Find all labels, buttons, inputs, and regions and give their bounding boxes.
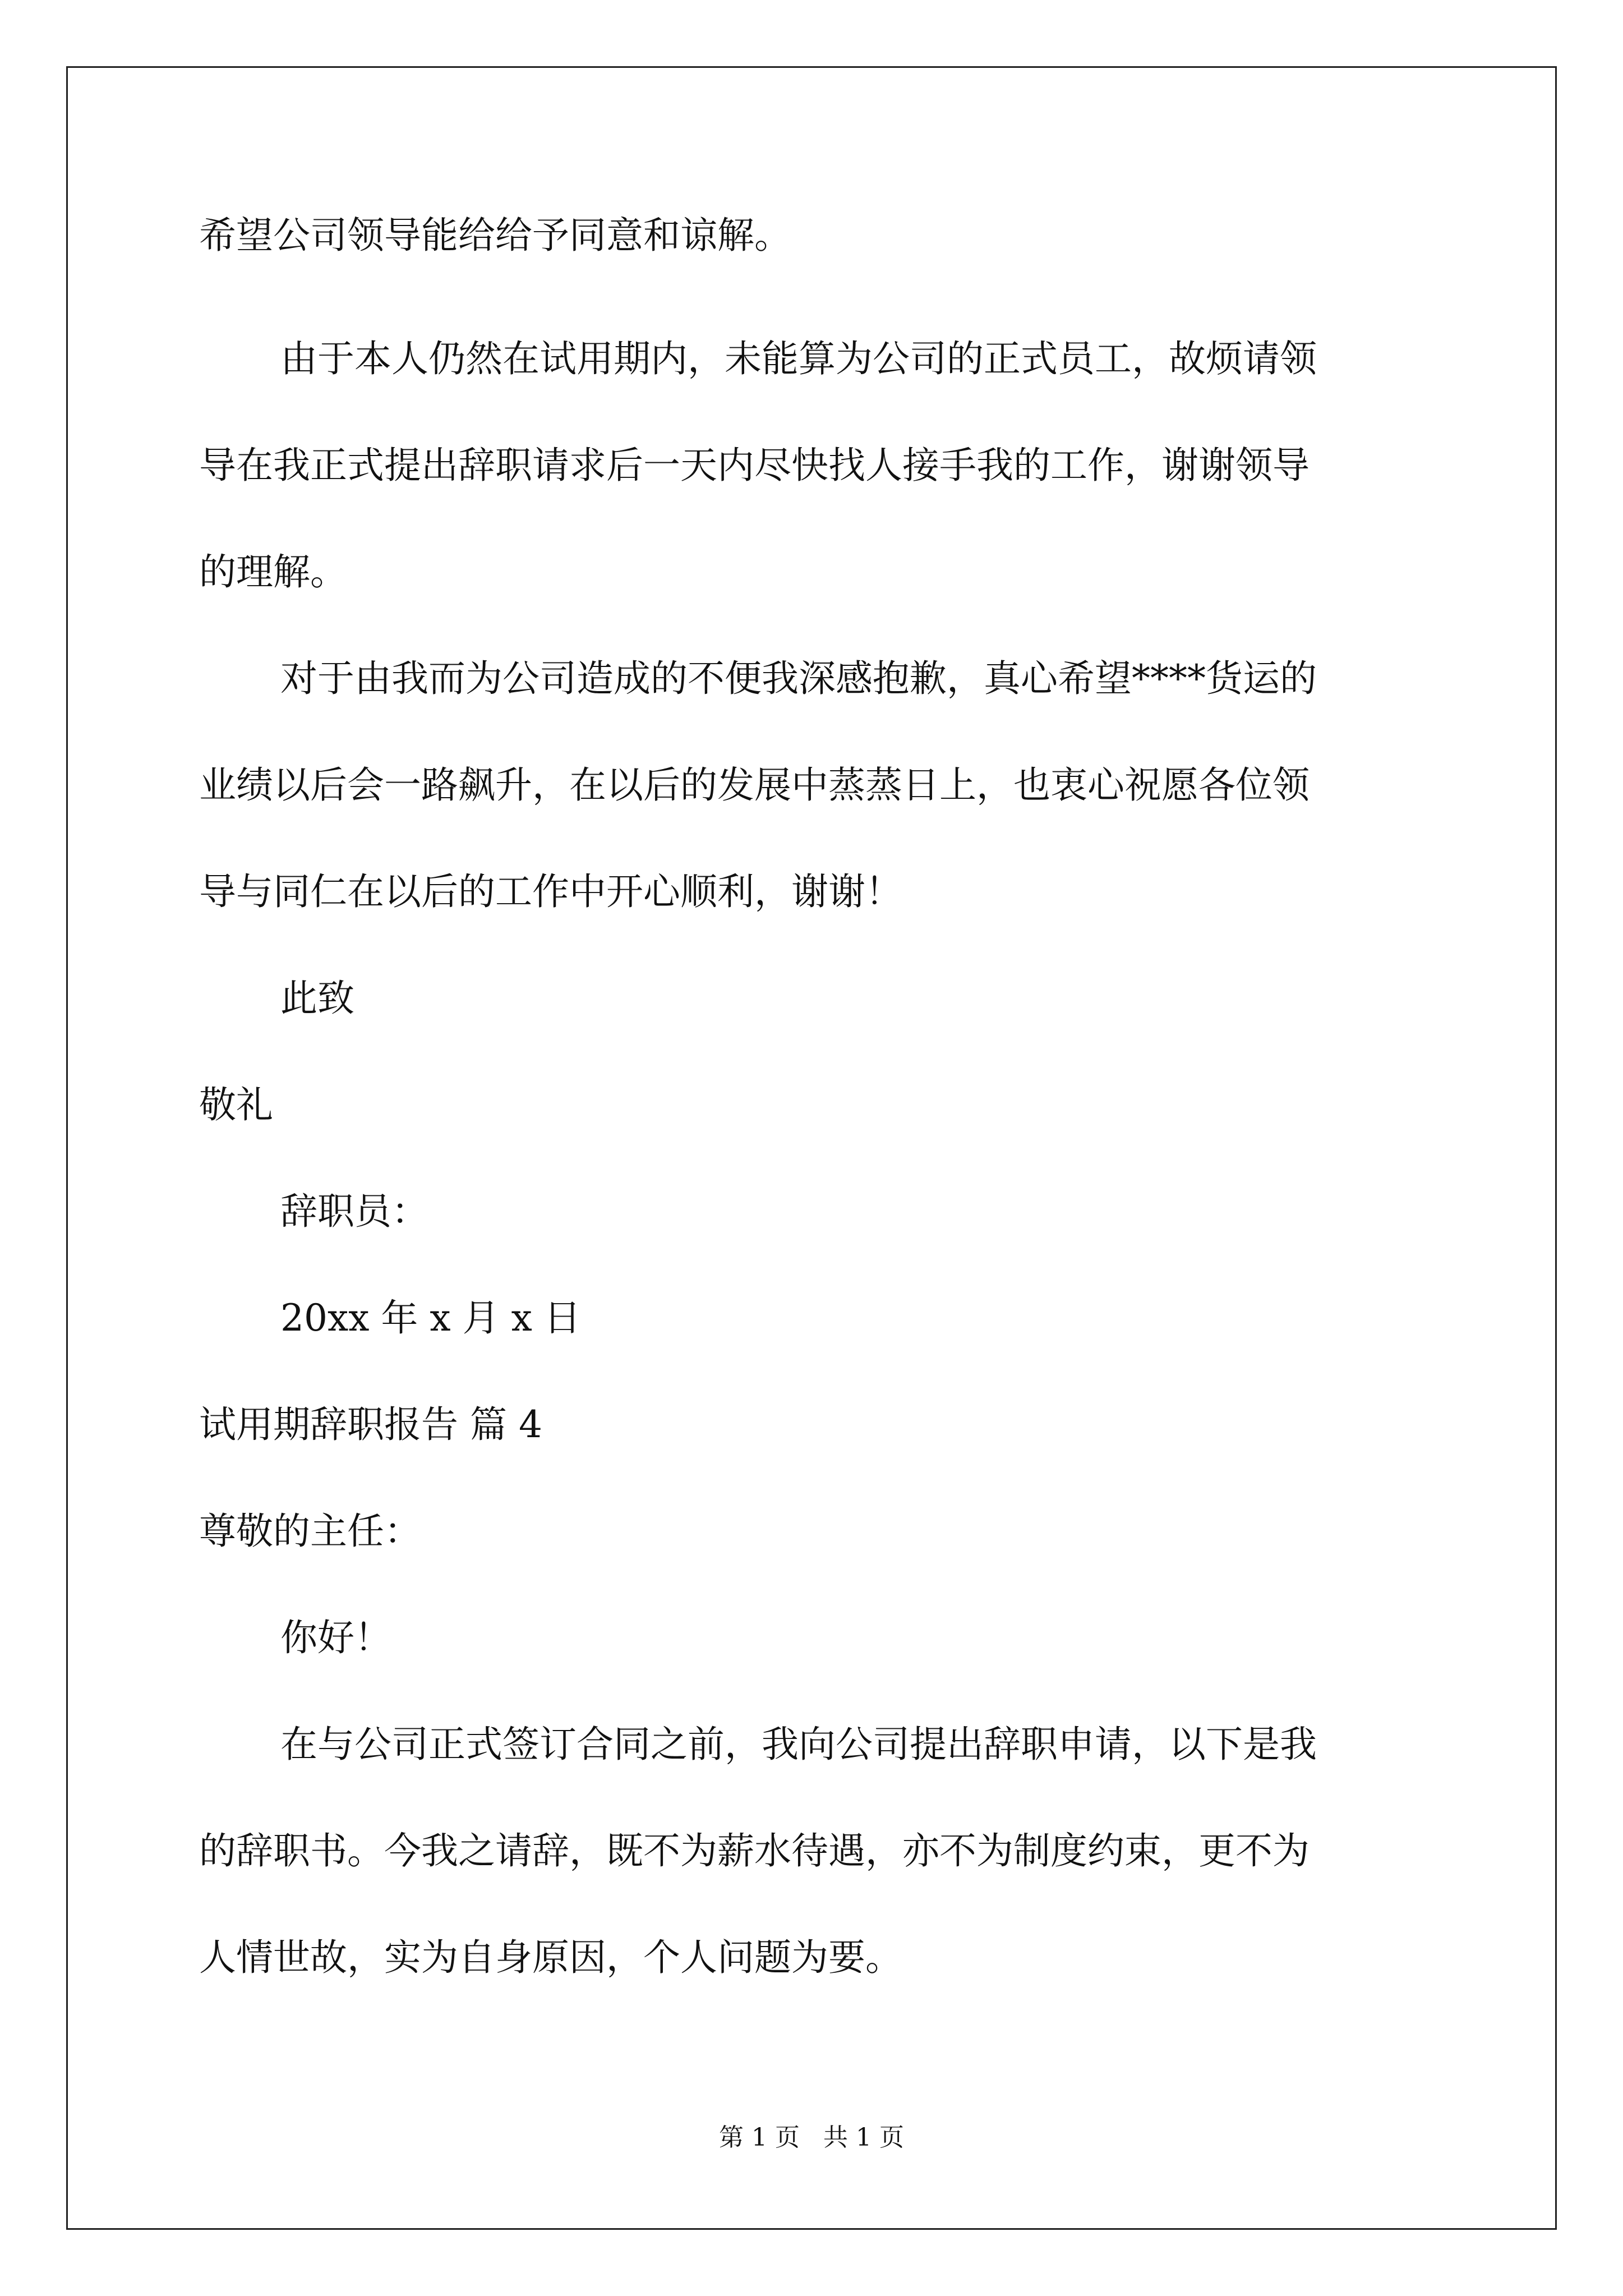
paragraph-line: 由于本人仍然在试用期内，未能算为公司的正式员工，故烦请领 — [280, 337, 1317, 380]
closing-line: 此致 — [280, 977, 354, 1020]
paragraph-line: 导与同仁在以后的工作中开心顺利，谢谢！ — [199, 870, 902, 913]
paragraph-line: 对于由我而为公司造成的不便我深感抱歉，真心希望****货运的 — [280, 657, 1317, 700]
paragraph-line: 的辞职书。今我之请辞，既不为薪水待遇，亦不为制度约束，更不为 — [199, 1829, 1310, 1872]
paragraph-line: 导在我正式提出辞职请求后一天内尽快找人接手我的工作，谢谢领导 — [199, 444, 1310, 487]
section-title: 试用期辞职报告 篇 4 — [199, 1403, 542, 1446]
paragraph-line: 在与公司正式签订合同之前，我向公司提出辞职申请，以下是我 — [280, 1723, 1317, 1766]
paragraph-line: 业绩以后会一路飙升，在以后的发展中蒸蒸日上，也衷心祝愿各位领 — [199, 763, 1310, 807]
date-line: 20xx 年 x 月 x 日 — [280, 1296, 581, 1340]
paragraph-line: 希望公司领导能给给予同意和谅解。 — [199, 214, 791, 257]
greeting: 你好！ — [280, 1616, 391, 1659]
signature-label: 辞职员： — [280, 1190, 428, 1233]
paragraph-line: 的理解。 — [199, 550, 347, 593]
paragraph-line: 人情世故，实为自身原因，个人问题为要。 — [199, 1936, 902, 1979]
page-border — [66, 66, 1557, 2230]
salutation: 尊敬的主任： — [199, 1510, 421, 1553]
page-footer: 第 1 页 共 1 页 — [719, 2123, 904, 2152]
closing-line: 敬礼 — [199, 1083, 273, 1126]
